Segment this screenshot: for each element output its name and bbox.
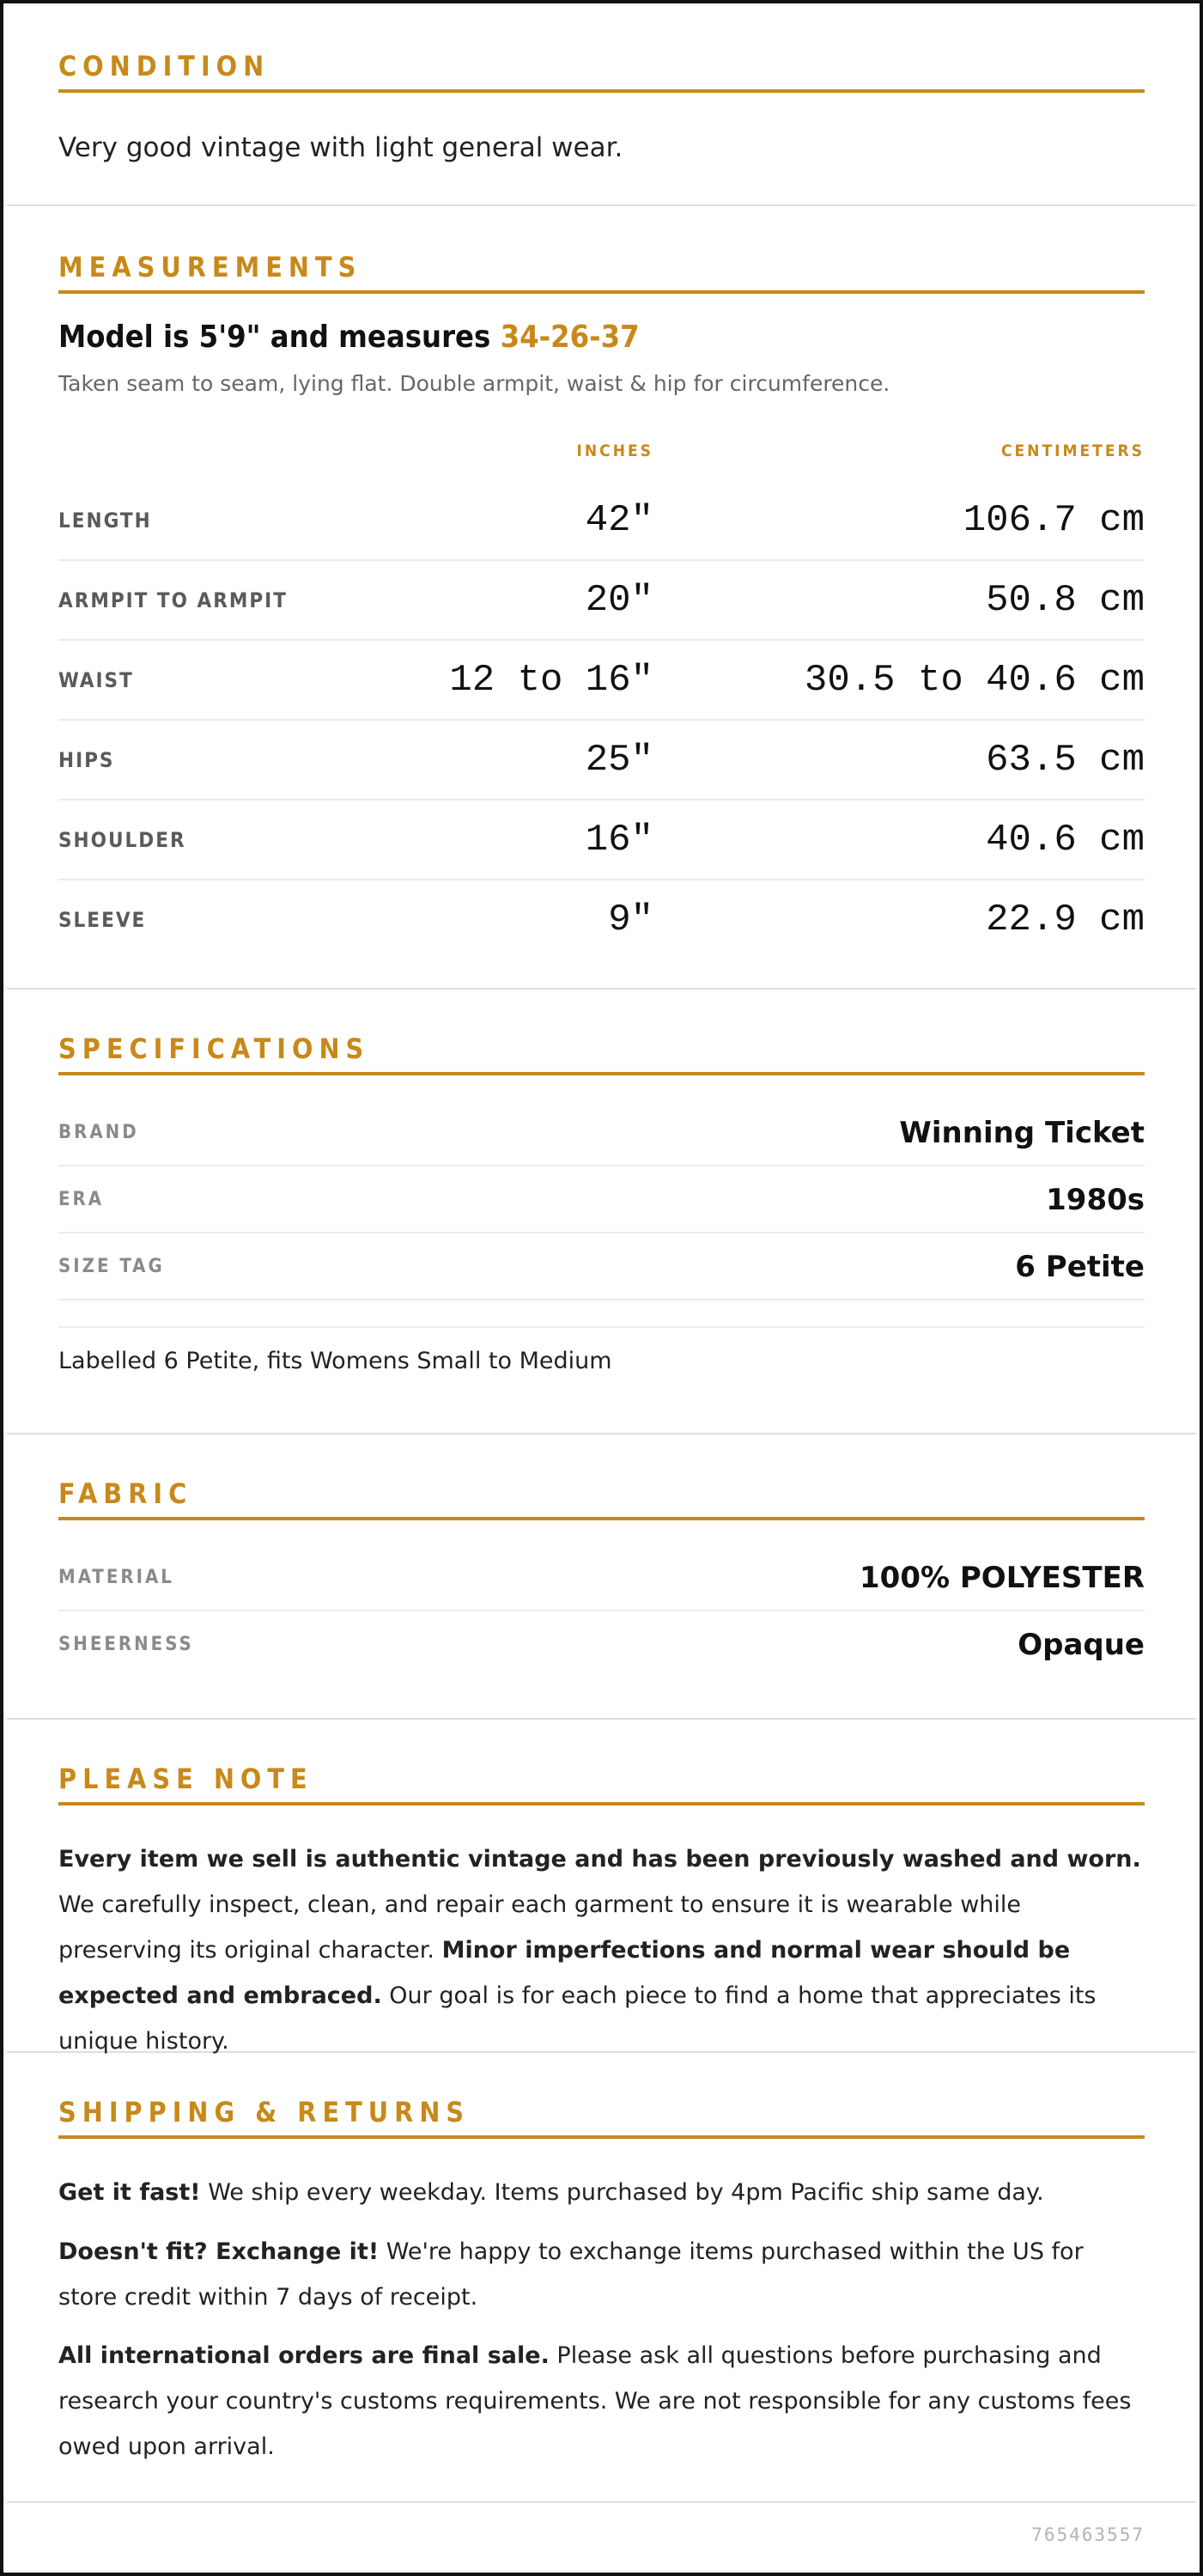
measurement-inches: 9" <box>608 898 653 941</box>
fabric-row-sheerness <box>58 1611 1145 1678</box>
shipping-body: Please ask all questions before purchasing and research your country's customs requirements. We are not responsible for any customs fees owed upon arrival. <box>58 2342 1132 2460</box>
measurement-inches: 25" <box>585 739 653 782</box>
measurement-label: SHOULDER <box>58 828 186 852</box>
shipping-paragraph-2 <box>58 2229 1145 2320</box>
measurement-row-hips <box>58 721 1145 801</box>
inches-column-header: INCHES <box>576 442 653 460</box>
model-stats: 34-26-37 <box>500 320 640 355</box>
measurement-label: HIPS <box>58 748 115 772</box>
shipping-body: We ship every weekday. Items purchased by 4pm Pacific ship same day. <box>200 2179 1044 2206</box>
fabric-section <box>7 1434 1196 1720</box>
section-title: PLEASE NOTE <box>58 1763 313 1795</box>
measurement-row-length <box>58 481 1145 561</box>
section-divider <box>58 290 1145 294</box>
section-divider <box>58 1802 1145 1806</box>
measurement-label: SLEEVE <box>58 908 147 932</box>
please-note-section <box>7 1720 1196 2053</box>
section-divider <box>58 89 1145 93</box>
measurements-section <box>7 206 1196 990</box>
section-title: SHIPPING & RETURNS <box>58 2096 471 2128</box>
note-emphasis: Minor imperfections and normal wear should be expected and embraced. <box>58 1937 1071 2009</box>
product-id: 765463557 <box>1031 2524 1145 2545</box>
measurement-inches: 42" <box>585 499 653 542</box>
model-info <box>58 320 640 355</box>
spec-value: Winning Ticket <box>899 1116 1145 1150</box>
shipping-section <box>7 2053 1196 2503</box>
measurement-note: Taken seam to seam, lying flat. Double armpit, waist & hip for circumference. <box>58 371 890 396</box>
spec-row-era <box>58 1166 1145 1233</box>
shipping-emphasis: Doesn't fit? Exchange it! <box>58 2238 380 2265</box>
measurement-inches: 16" <box>585 819 653 862</box>
fabric-row-material <box>58 1544 1145 1611</box>
measurement-row-sleeve <box>58 880 1145 960</box>
measurement-row-armpit <box>58 561 1145 641</box>
section-divider <box>58 2135 1145 2139</box>
section-divider <box>58 1072 1145 1075</box>
measurement-inches: 12 to 16" <box>449 659 653 702</box>
size-note: Labelled 6 Petite, fits Womens Small to Medium <box>58 1348 612 1374</box>
spec-value: 6 Petite <box>1015 1250 1145 1284</box>
shipping-emphasis: All international orders are final sale. <box>58 2342 550 2369</box>
note-body: We carefully inspect, clean, and repair each garment to ensure it is wearable while preserving its original character. <box>58 1891 1022 1964</box>
measurement-cm: 50.8 cm <box>986 579 1145 622</box>
fabric-value: 100% POLYESTER <box>860 1561 1145 1595</box>
fabric-label: SHEERNESS <box>58 1634 194 1655</box>
measurement-label: ARMPIT TO ARMPIT <box>58 588 288 612</box>
shipping-emphasis: Get it fast! <box>58 2179 201 2206</box>
fabric-label: MATERIAL <box>58 1567 174 1588</box>
shipping-paragraph-1 <box>58 2170 1145 2215</box>
measurement-cm: 40.6 cm <box>986 819 1145 862</box>
centimeters-column-header: CENTIMETERS <box>1000 442 1145 460</box>
section-title: FABRIC <box>58 1477 193 1510</box>
measurement-row-waist <box>58 641 1145 721</box>
condition-text: Very good vintage with light general wear. <box>58 132 623 163</box>
fabric-value: Opaque <box>1018 1628 1145 1662</box>
spec-row-size-tag <box>58 1233 1145 1300</box>
section-title: MEASUREMENTS <box>58 251 362 283</box>
measurement-label: LENGTH <box>58 509 152 533</box>
note-emphasis: Every item we sell is authentic vintage and has been previously washed and worn. <box>58 1846 1141 1873</box>
spec-label: BRAND <box>58 1122 139 1143</box>
spec-divider <box>58 1326 1145 1328</box>
model-prefix: Model is 5'9" and measures <box>58 320 501 355</box>
measurement-cm: 63.5 cm <box>986 739 1145 782</box>
shipping-paragraph-3 <box>58 2333 1145 2469</box>
measurement-cm: 106.7 cm <box>963 499 1145 542</box>
spec-row-brand <box>58 1099 1145 1166</box>
section-divider <box>58 1517 1145 1520</box>
measurement-inches: 20" <box>585 579 653 622</box>
section-title: CONDITION <box>58 50 270 82</box>
note-body: Our goal is for each piece to find a home that appreciates its unique history. <box>58 1982 1097 2055</box>
measurement-cm: 22.9 cm <box>986 898 1145 941</box>
condition-section <box>7 3 1196 206</box>
spec-value: 1980s <box>1046 1183 1145 1217</box>
spec-label: SIZE TAG <box>58 1256 165 1277</box>
measurement-cm: 30.5 to 40.6 cm <box>804 659 1145 702</box>
spec-label: ERA <box>58 1189 105 1210</box>
shipping-body: We're happy to exchange items purchased within the US for store credit within 7 days of receipt. <box>58 2238 1084 2311</box>
measurement-row-shoulder <box>58 801 1145 880</box>
section-title: SPECIFICATIONS <box>58 1032 370 1065</box>
measurement-label: WAIST <box>58 668 134 692</box>
specifications-section <box>7 990 1196 1434</box>
please-note-text <box>58 1836 1145 2064</box>
